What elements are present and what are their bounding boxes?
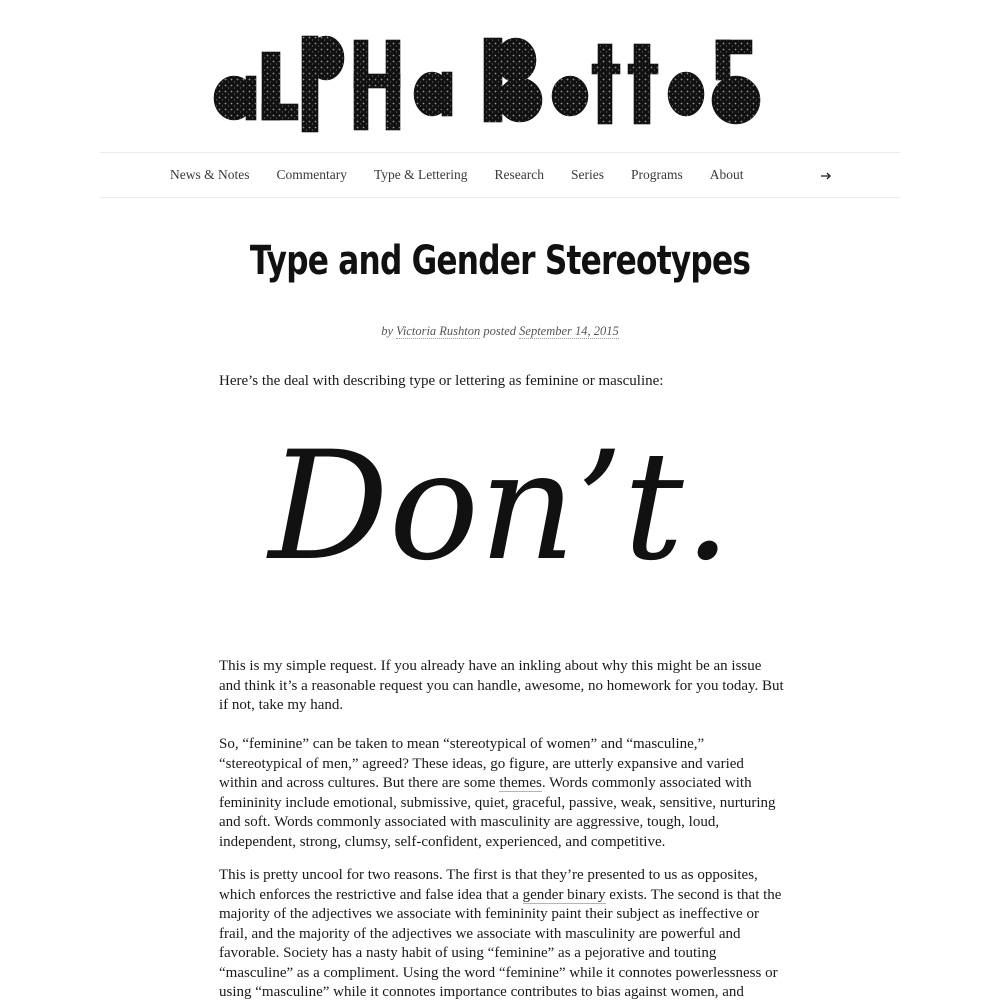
byline — [150, 324, 850, 339]
logo-image — [200, 18, 800, 136]
paragraph-3-text-b: exists. The second is that the majority of the adjectives we associate with femininity paint their subject as ineffective or frail, and the majority of the adjectives we associate with masculinity are powerful and favorable. Society has a nasty habit of using “feminine” as a pejorative and touting “masculine” as a compliment. Using the word “feminine” while it connotes powerlessness or using “masculine” while it connotes importance contributes to bias against women, and — [219, 886, 782, 1000]
nav-item-commentary[interactable]: Commentary — [276, 167, 347, 182]
nav-item-news-notes[interactable]: News & Notes — [170, 167, 250, 182]
paragraph-3-text-a: This is pretty uncool for two reasons. The first is that they’re presented to us as opposites, which enforces the restrictive and false idea that a — [219, 867, 758, 903]
script-dont-figure — [240, 420, 760, 595]
paragraph-3 — [219, 866, 785, 1000]
paragraph-2-text-a: So, “feminine” can be taken to mean “stereotypical of women” and “masculine,” “stereotypical of men,” agreed? These ideas, go figure, are utterly expansive and varied within and across cultures. But there are some — [219, 736, 744, 791]
gender-binary-link[interactable]: gender binary — [522, 886, 606, 903]
paragraph-2-text-b: . Words commonly associated with femininity include emotional, submissive, quiet, graceful, passive, weak, sensitive, nurturing and soft. Words commonly associated with masculinity are aggressive, tough, loud, independent, strong, clumsy, self-confident, experienced, and competitive. — [219, 775, 776, 850]
paragraph-1: This is my simple request. If you already have an inkling about why this might be an issue and think it’s a reasonable request you can handle, awesome, no homework for you today. But if not, take my hand. — [219, 658, 784, 713]
main-nav — [100, 152, 900, 198]
nav-item-series[interactable]: Series — [571, 167, 605, 182]
nav-item-programs[interactable]: Programs — [631, 167, 683, 182]
themes-link[interactable]: themes — [499, 775, 542, 791]
site-logo[interactable] — [200, 18, 800, 136]
author-link[interactable]: Victoria Rushton — [396, 324, 481, 338]
page-title: Type and Gender Stereotypes — [249, 238, 751, 284]
script-word-text: Don’t. — [268, 420, 732, 594]
byline-posted: posted — [483, 324, 517, 338]
byline-by: by — [381, 324, 393, 338]
arrow-right-icon[interactable] — [818, 166, 834, 184]
date-link[interactable]: September 14, 2015 — [519, 324, 619, 338]
nav-item-about[interactable]: About — [709, 167, 744, 182]
nav-item-research[interactable]: Research — [494, 167, 545, 182]
nav-item-type-lettering[interactable]: Type & Lettering — [374, 167, 468, 182]
paragraph-2 — [219, 735, 785, 852]
nav-list — [170, 153, 744, 197]
intro-paragraph: Here’s the deal with describing type or lettering as feminine or masculine: — [219, 373, 664, 389]
script-word-image — [240, 420, 760, 595]
